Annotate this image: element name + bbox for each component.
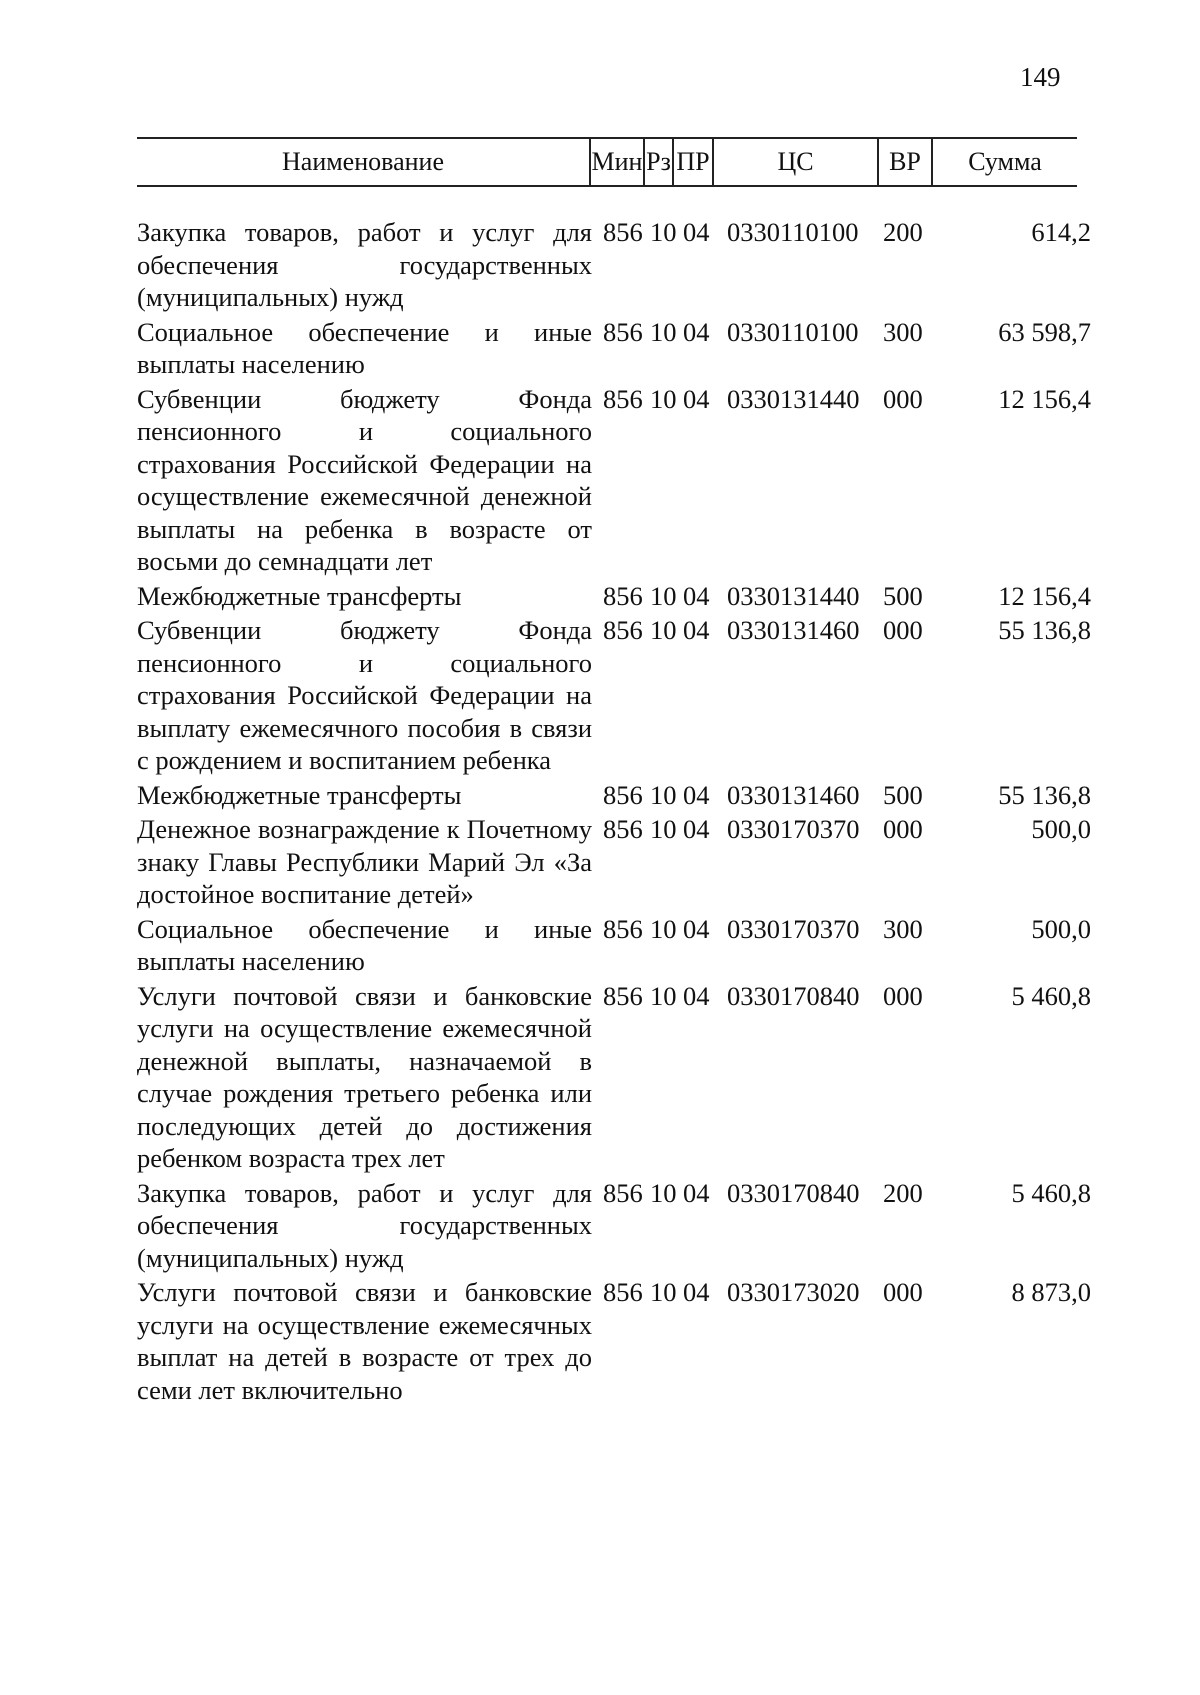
row-sum: 5 460,8 — [1011, 980, 1091, 1011]
row-cs: 0330170370 — [727, 913, 860, 944]
header-cs: ЦС — [777, 147, 814, 176]
row-vr: 000 — [883, 1277, 923, 1307]
row-rz: 10 — [650, 383, 677, 414]
table-row — [137, 216, 1097, 314]
row-sum: 12 156,4 — [998, 383, 1091, 414]
row-cs: 0330170370 — [727, 814, 860, 844]
table-row — [137, 1177, 1097, 1275]
row-pr: 04 — [683, 316, 710, 347]
row-cs: 0330131460 — [727, 779, 860, 810]
row-min: 856 — [603, 316, 643, 347]
row-min: 856 — [603, 779, 643, 810]
row-rz: 10 — [650, 980, 677, 1011]
row-pr: 04 — [683, 1177, 710, 1208]
table-row — [137, 1276, 1097, 1406]
table-row — [137, 614, 1097, 777]
row-vr: 000 — [883, 615, 923, 645]
row-name: Межбюджетные трансферты — [137, 779, 462, 810]
row-min: 856 — [603, 615, 643, 645]
header-sum: Сумма — [968, 147, 1042, 176]
table-row — [137, 779, 1097, 812]
header-rz: Рз — [646, 147, 671, 176]
table-row — [137, 580, 1097, 613]
header-name: Наименование — [282, 147, 444, 176]
table-row — [137, 913, 1097, 978]
row-vr: 300 — [883, 913, 923, 944]
row-name: Услуги почтовой связи и банковские услуги на осуществление ежемесячных выплат на детей в возрасте от трех до семи лет включительно — [137, 1277, 592, 1405]
row-sum: 5 460,8 — [1011, 1177, 1091, 1208]
row-pr: 04 — [683, 814, 710, 844]
row-rz: 10 — [650, 814, 677, 844]
row-vr: 000 — [883, 980, 923, 1011]
row-cs: 0330131440 — [727, 383, 860, 414]
row-sum: 614,2 — [1031, 217, 1091, 247]
row-pr: 04 — [683, 217, 710, 247]
row-vr: 200 — [883, 217, 923, 247]
row-sum: 12 156,4 — [998, 580, 1091, 611]
row-rz: 10 — [650, 615, 677, 645]
row-sum: 500,0 — [1031, 814, 1091, 844]
header-min: Мин — [591, 147, 643, 176]
row-min: 856 — [603, 217, 643, 247]
row-cs: 0330173020 — [727, 1277, 860, 1307]
row-name: Услуги почтовой связи и банковские услуги на осуществление ежемесячной денежной выплаты, назначаемой в случае рождения третьего ребенка или последующих детей до достижения ребенком возраста трех лет — [137, 980, 592, 1173]
row-sum: 63 598,7 — [998, 316, 1091, 347]
row-min: 856 — [603, 580, 643, 611]
row-min: 856 — [603, 383, 643, 414]
table-row — [137, 980, 1097, 1175]
row-cs: 0330131440 — [727, 580, 860, 611]
row-cs: 0330110100 — [727, 217, 859, 247]
row-vr: 000 — [883, 383, 923, 414]
table-row — [137, 316, 1097, 381]
row-name: Закупка товаров, работ и услуг для обеспечения государственных (муниципальных) нужд — [137, 1177, 592, 1273]
row-name: Социальное обеспечение и иные выплаты населению — [137, 316, 592, 379]
row-pr: 04 — [683, 779, 710, 810]
row-sum: 500,0 — [1031, 913, 1091, 944]
row-rz: 10 — [650, 913, 677, 944]
table-row — [137, 383, 1097, 578]
row-min: 856 — [603, 913, 643, 944]
row-sum: 8 873,0 — [1011, 1277, 1091, 1307]
row-name: Субвенции бюджету Фонда пенсионного и социального страхования Российской Федерации на осуществление ежемесячной денежной выплаты на ребенка в возрасте от восьми до семнадцати лет — [137, 383, 592, 576]
row-vr: 300 — [883, 316, 923, 347]
row-vr: 200 — [883, 1177, 923, 1208]
row-pr: 04 — [683, 383, 710, 414]
row-min: 856 — [603, 814, 643, 844]
row-cs: 0330110100 — [727, 316, 859, 347]
row-name: Закупка товаров, работ и услуг для обеспечения государственных (муниципальных) нужд — [137, 217, 592, 312]
row-vr: 500 — [883, 779, 923, 810]
row-rz: 10 — [650, 580, 677, 611]
row-name: Денежное вознаграждение к Почетному знаку Главы Республики Марий Эл «За достойное воспитание детей» — [137, 814, 592, 909]
row-rz: 10 — [650, 316, 677, 347]
row-name: Социальное обеспечение и иные выплаты населению — [137, 913, 592, 976]
row-cs: 0330170840 — [727, 980, 860, 1011]
row-pr: 04 — [683, 615, 710, 645]
row-pr: 04 — [683, 913, 710, 944]
budget-table-body — [137, 216, 1097, 1408]
row-min: 856 — [603, 1177, 643, 1208]
row-vr: 000 — [883, 814, 923, 844]
row-cs: 0330131460 — [727, 615, 860, 645]
row-sum: 55 136,8 — [998, 615, 1091, 645]
row-name: Межбюджетные трансферты — [137, 580, 462, 611]
row-min: 856 — [603, 1277, 643, 1307]
row-vr: 500 — [883, 580, 923, 611]
header-vr: ВР — [889, 147, 921, 176]
row-name: Субвенции бюджету Фонда пенсионного и социального страхования Российской Федерации на выплату ежемесячного пособия в связи с рождением и воспитанием ребенка — [137, 615, 592, 775]
table-row — [137, 813, 1097, 911]
row-rz: 10 — [650, 217, 677, 247]
row-cs: 0330170840 — [727, 1177, 860, 1208]
row-sum: 55 136,8 — [998, 779, 1091, 810]
row-rz: 10 — [650, 779, 677, 810]
row-min: 856 — [603, 980, 643, 1011]
row-rz: 10 — [650, 1277, 677, 1307]
row-rz: 10 — [650, 1177, 677, 1208]
row-pr: 04 — [683, 1277, 710, 1307]
header-pr: ПР — [676, 147, 710, 176]
row-pr: 04 — [683, 580, 710, 611]
row-pr: 04 — [683, 980, 710, 1011]
page-number: 149 — [1020, 62, 1061, 92]
table-header — [137, 137, 1077, 187]
